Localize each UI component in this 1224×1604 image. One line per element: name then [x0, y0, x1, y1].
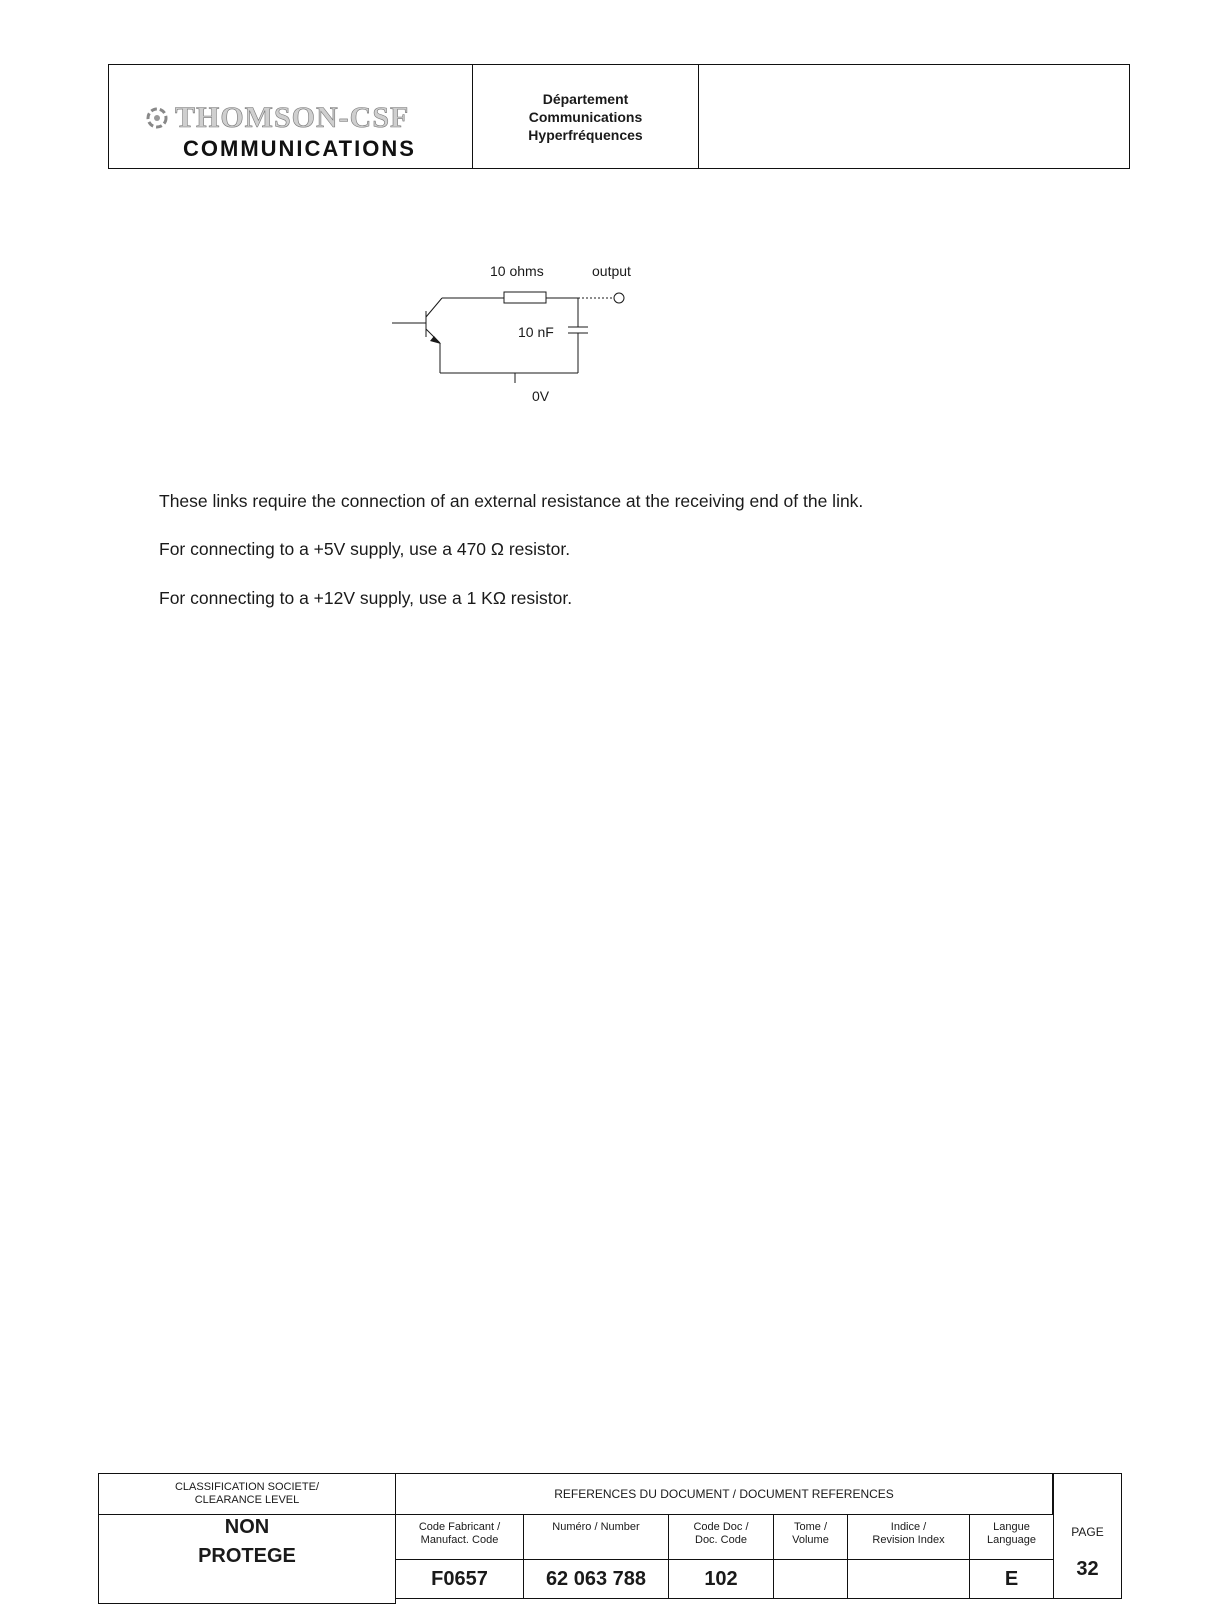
column-header: Langue Language [969, 1514, 1054, 1560]
references-title: REFERENCES DU DOCUMENT / DOCUMENT REFERENCES [395, 1473, 1053, 1515]
output-terminal [614, 293, 624, 303]
manufact-code-value: F0657 [395, 1559, 524, 1599]
department-cell [473, 65, 699, 168]
classification-label: CLASSIFICATION SOCIETE/ CLEARANCE LEVEL [98, 1473, 396, 1515]
column-header: Code Fabricant / Manufact. Code [395, 1514, 524, 1560]
page-cell [1053, 1473, 1122, 1599]
classification-value: NON PROTEGE [98, 1514, 396, 1604]
ground-label: 0V [532, 388, 550, 404]
volume-value [773, 1559, 848, 1599]
column-header: Indice / Revision Index [847, 1514, 970, 1560]
column-header: Code Doc / Doc. Code [668, 1514, 774, 1560]
capacitor-label: 10 nF [518, 324, 554, 340]
column-header: Tome / Volume [773, 1514, 848, 1560]
division-name: COMMUNICATIONS [183, 136, 416, 161]
output-label: output [592, 263, 631, 279]
emitter-arrow [430, 336, 441, 344]
paragraph: For connecting to a +5V supply, use a 470 Ω resistor. [159, 539, 571, 559]
company-name: THOMSON-CSF [175, 101, 410, 134]
collector-lead [426, 298, 442, 317]
department-line: Communications [528, 108, 643, 125]
company-logo [109, 65, 473, 168]
language-value: E [969, 1559, 1054, 1599]
document-number-value: 62 063 788 [523, 1559, 669, 1599]
doc-code-value: 102 [668, 1559, 774, 1599]
resistor-body [504, 292, 546, 303]
document-header [108, 64, 1130, 169]
page-number: 32 [1076, 1558, 1099, 1580]
department-line: Hyperfréquences [528, 126, 643, 143]
document-footer [98, 1473, 1122, 1593]
paragraph: These links require the connection of an external resistance at the receiving end of the link. [159, 491, 864, 511]
paragraph: For connecting to a +12V supply, use a 1 KΩ resistor. [159, 588, 573, 608]
column-header: Numéro / Number [523, 1514, 669, 1560]
page-label: PAGE [1071, 1525, 1104, 1539]
header-blank-cell [699, 65, 1129, 168]
thomson-logo-icon [145, 106, 169, 130]
output-circuit-diagram [380, 255, 660, 415]
resistor-label: 10 ohms [490, 263, 544, 279]
revision-value [847, 1559, 970, 1599]
department-line: Département [542, 90, 629, 107]
